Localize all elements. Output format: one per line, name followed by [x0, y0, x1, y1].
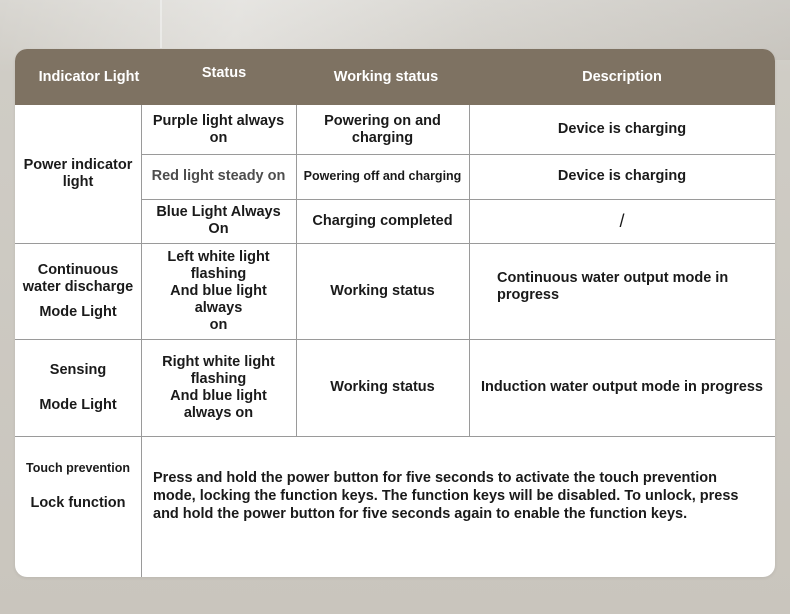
- sensing-mode-status: [141, 339, 296, 436]
- background-line: [160, 0, 162, 48]
- header-description: Description: [582, 69, 662, 85]
- continuous-mode-label: [15, 243, 141, 339]
- purple-status-line-2: on: [209, 129, 228, 146]
- purple-light-working: [296, 105, 469, 154]
- red-light-working: Powering off and charging: [303, 169, 462, 183]
- continuous-mode-working: Working status: [330, 282, 435, 299]
- purple-working-line-1: Powering on and: [324, 112, 441, 129]
- sensing-status-line-3: And blue light: [170, 387, 267, 404]
- continuous-mode-description: [493, 243, 763, 339]
- touch-label-line-1: Touch prevention: [26, 461, 130, 475]
- continuous-mode-status: [141, 243, 296, 339]
- continuous-status-line-1: Left white light: [167, 248, 270, 265]
- header-working-status: Working status: [333, 69, 439, 85]
- touch-lock-label: [15, 436, 141, 536]
- continuous-label-line-3: Mode Light: [39, 303, 117, 320]
- continuous-label-line-2: water discharge: [22, 278, 134, 295]
- blue-light-working: Charging completed: [312, 212, 453, 229]
- touch-text-line-1: Press and hold the power button for five seconds to activate the touch prevention: [153, 470, 717, 486]
- sensing-status-line-2: flashing: [190, 370, 247, 387]
- sensing-label-line-1: Sensing: [49, 361, 107, 378]
- touch-lock-description: [153, 469, 743, 523]
- header-indicator-light: Indicator Light: [38, 69, 140, 85]
- touch-text-line-3: and hold the power button for five seconds again to enable the function keys.: [153, 506, 688, 522]
- power-label-line-1: Power indicator: [23, 157, 133, 173]
- sensing-mode-label: [15, 339, 141, 436]
- power-label-line-2: light: [62, 174, 94, 190]
- table-header: [15, 49, 775, 105]
- purple-light-status: [141, 105, 296, 154]
- purple-status-line-1: Purple light always: [152, 112, 285, 129]
- sensing-mode-description: Induction water output mode in progress: [481, 379, 763, 395]
- continuous-description-line-1: Continuous water output mode in: [497, 270, 729, 286]
- sensing-label-line-2: Mode Light: [39, 396, 117, 413]
- red-light-description: Device is charging: [557, 168, 687, 184]
- power-indicator-label: [15, 105, 141, 243]
- continuous-description-line-2: progress: [497, 287, 560, 303]
- red-light-status: Red light steady on: [151, 168, 286, 184]
- touch-label-line-2: Lock function: [30, 495, 126, 511]
- purple-light-description: Device is charging: [557, 121, 687, 137]
- touch-text-line-2: mode, locking the function keys. The function keys will be disabled. To unlock, press: [153, 488, 739, 504]
- continuous-status-line-4: on: [209, 316, 228, 333]
- continuous-label-line-1: Continuous: [37, 261, 119, 278]
- header-status: Status: [201, 65, 247, 81]
- blue-light-description: /: [619, 210, 625, 231]
- purple-working-line-2: charging: [351, 129, 414, 146]
- sensing-mode-working: Working status: [330, 379, 435, 395]
- continuous-status-line-2: flashing: [190, 265, 247, 282]
- continuous-status-line-3: And blue light always: [170, 282, 267, 316]
- sensing-status-line-4: always on: [183, 404, 254, 421]
- blue-light-status: Blue Light Always On: [156, 204, 281, 237]
- sensing-status-line-1: Right white light: [162, 353, 275, 370]
- indicator-table-card: [15, 49, 775, 577]
